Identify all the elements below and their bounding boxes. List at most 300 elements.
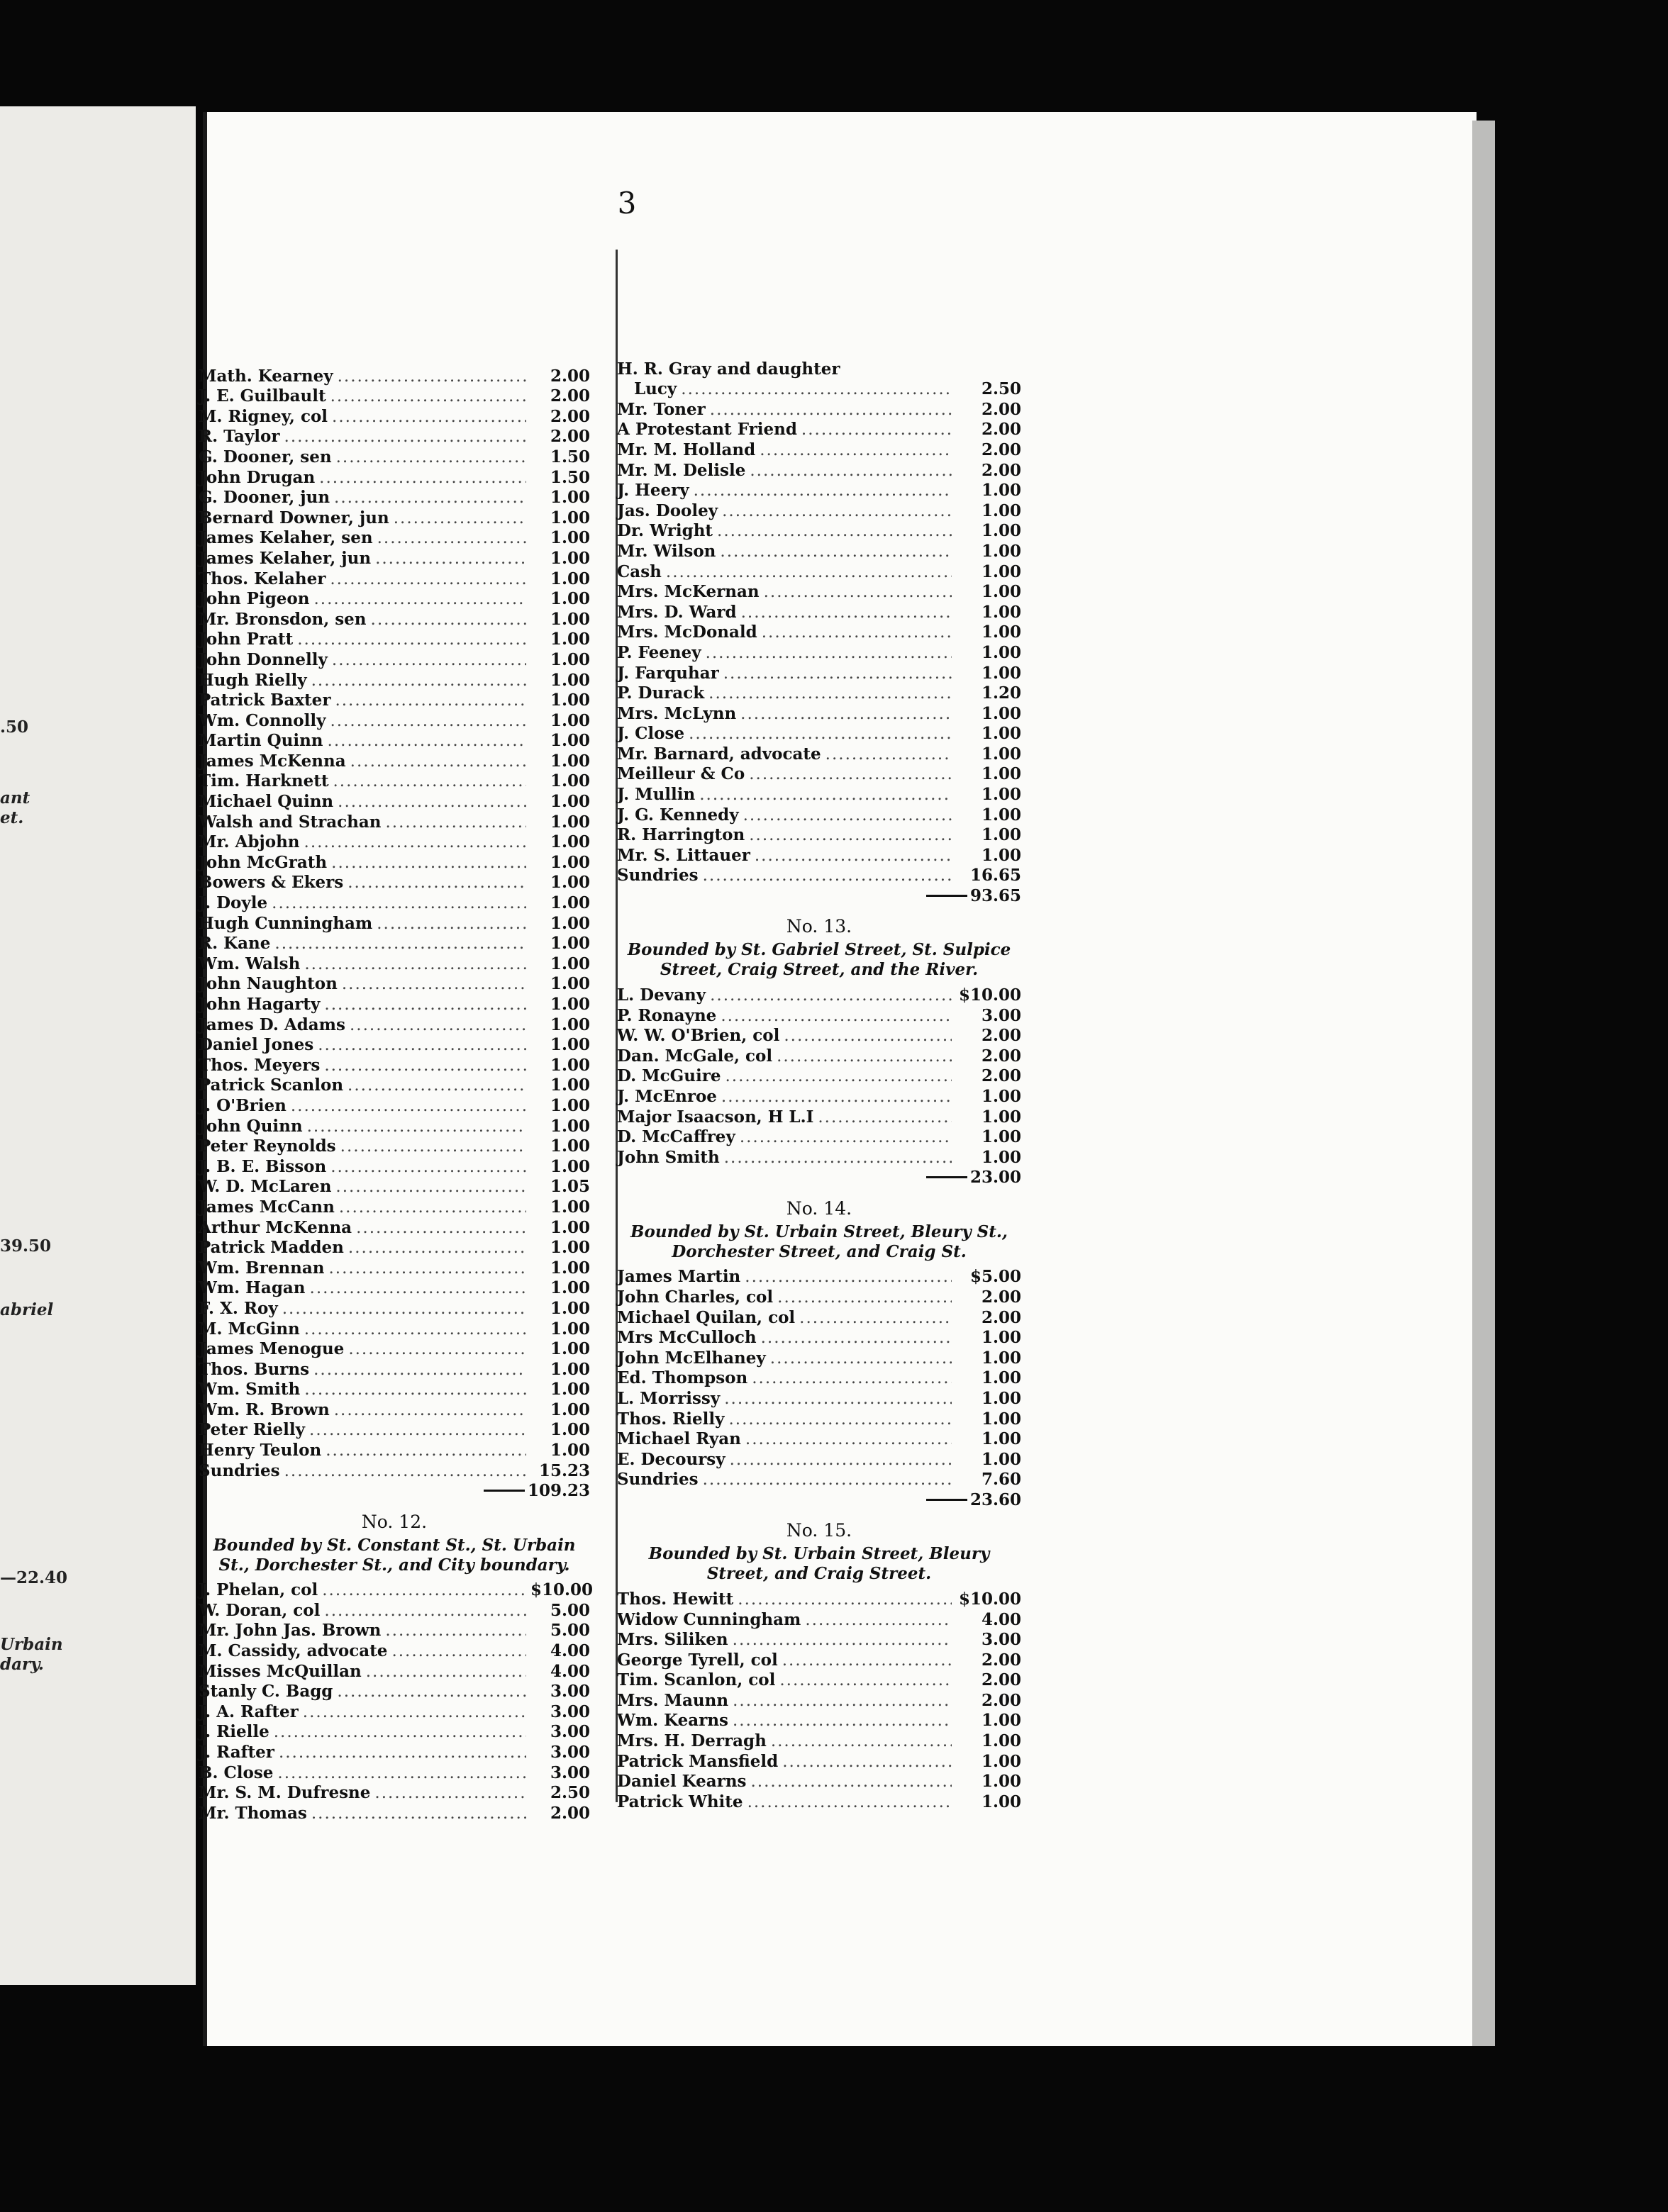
section-13-entry-list [617, 984, 1021, 1166]
entry-amount: 1.00 [981, 1388, 1021, 1408]
entry-amount: 2.50 [550, 1783, 590, 1803]
entry-amount: 2.00 [550, 366, 590, 386]
leader-dots [274, 934, 526, 953]
leader-dots [377, 529, 526, 547]
entry-amount: 1.00 [981, 521, 1021, 541]
leader-dots [309, 1421, 526, 1439]
list-item [617, 520, 1021, 541]
leader-dots [330, 387, 526, 406]
leader-dots [279, 1743, 526, 1762]
leader-dots [745, 1430, 952, 1448]
leader-dots [334, 488, 526, 507]
list-item [199, 1439, 590, 1460]
leader-dots [291, 1097, 526, 1115]
entry-name: Tim. Harknett [199, 771, 329, 791]
entry-amount: 2.00 [550, 386, 590, 406]
list-item [199, 568, 590, 588]
leader-dots [335, 1178, 526, 1196]
entry-amount: 1.00 [550, 852, 590, 872]
list-item [199, 1115, 590, 1136]
section-14-desc: Bounded by St. Urbain Street, Bleury St., Dorchester Street, and Craig St. [630, 1222, 1008, 1261]
list-item [199, 1681, 590, 1702]
right-entry-list [617, 398, 1021, 885]
list-item [617, 1327, 1021, 1348]
entry-amount: 3.00 [550, 1763, 590, 1782]
entry-amount: 1.00 [550, 832, 590, 852]
list-item [617, 1689, 1021, 1710]
entry-amount: 1.00 [550, 1055, 590, 1075]
entry-name: Thos. Hewitt [617, 1589, 734, 1609]
entry-amount: 1.00 [550, 1359, 590, 1379]
entry-name: James Menogue [199, 1339, 345, 1359]
entry-amount: 1.00 [981, 1731, 1021, 1751]
list-item [199, 1217, 590, 1237]
entry-amount: 2.00 [981, 1307, 1021, 1327]
section-13-total [617, 1167, 1021, 1188]
section-12-entry-list [199, 1580, 594, 1823]
entry-name: F. X. Roy [199, 1298, 278, 1318]
leader-dots [703, 866, 952, 885]
list-item [199, 467, 590, 487]
entry-amount: 1.00 [550, 508, 590, 527]
entry-amount: 1.00 [550, 649, 590, 669]
entry-name: Hugh Rielly [199, 670, 307, 690]
list-item [199, 832, 590, 852]
list-item [199, 547, 590, 568]
entry-name: Patrick White [617, 1792, 743, 1811]
leader-dots [304, 955, 526, 973]
list-item [199, 1782, 590, 1803]
list-item [617, 1005, 1021, 1025]
leader-dots [277, 1764, 526, 1782]
entry-amount: 5.00 [550, 1621, 590, 1641]
right-total-value: 93.65 [969, 886, 1021, 905]
leader-dots [391, 1642, 526, 1660]
list-item [617, 601, 1021, 622]
list-item [199, 690, 590, 710]
list-item [617, 419, 1021, 440]
entry-amount: 1.00 [981, 1751, 1021, 1771]
leader-dots [322, 1581, 526, 1599]
entry-name: Mrs. H. Derragh [617, 1731, 767, 1751]
entry-amount: 1.00 [550, 528, 590, 548]
section-15-entry-list [617, 1588, 1021, 1811]
leader-dots [770, 1349, 952, 1368]
entry-name: Henry Teulon [199, 1441, 322, 1460]
leader-dots [730, 1451, 952, 1469]
entry-name: Mrs. McDonald [617, 622, 757, 642]
entry-amount: 15.23 [538, 1460, 590, 1480]
entry-name: J. Rielle [199, 1722, 269, 1742]
entry-name: Thos. Meyers [199, 1055, 321, 1075]
adjacent-page-text: .50 [0, 717, 29, 737]
leader-dots [745, 1268, 952, 1286]
entry-amount: 3.00 [981, 1630, 1021, 1650]
entry-amount: 1.00 [550, 731, 590, 751]
entry-amount: 1.00 [550, 589, 590, 609]
list-item [199, 1802, 590, 1823]
section-14-total-value: 23.60 [969, 1490, 1021, 1509]
entry-name: R. Kane [199, 934, 271, 954]
entry-name: Daniel Kearns [617, 1772, 747, 1792]
entry-amount: 1.00 [550, 1319, 590, 1339]
left-column [199, 365, 594, 1823]
entry-name: Wm. Connolly [199, 710, 326, 730]
leader-dots [749, 765, 952, 783]
leader-dots [335, 691, 526, 710]
entry-amount: 1.00 [550, 873, 590, 893]
entry-name: Mrs. McLynn [617, 703, 737, 723]
entry-amount: 1.00 [981, 541, 1021, 561]
entry-amount: 1.00 [981, 1711, 1021, 1731]
list-item [617, 1387, 1021, 1408]
entry-amount: 1.00 [981, 724, 1021, 744]
entry-amount: 1.00 [981, 1449, 1021, 1469]
entry-name: John McGrath [199, 852, 328, 872]
leader-dots [366, 1663, 526, 1681]
list-item [199, 487, 590, 508]
page-edge [1472, 121, 1495, 2046]
leader-dots [314, 590, 527, 608]
entry-amount: 1.00 [981, 1429, 1021, 1449]
entry-name: J. O'Brien [199, 1095, 287, 1115]
entry-name: Mrs. McKernan [617, 582, 760, 602]
leader-dots [311, 1804, 526, 1823]
entry-amount: 4.00 [981, 1609, 1021, 1629]
list-item [199, 851, 590, 872]
section-15-desc: Bounded by St. Urbain Street, Bleury Street, and Craig Street. [648, 1544, 990, 1584]
list-item [199, 1599, 590, 1620]
entry-name: John McElhaney [617, 1348, 766, 1368]
list-item [617, 825, 1021, 845]
list-item [199, 1034, 590, 1055]
leader-dots [733, 1631, 952, 1649]
leader-dots [722, 502, 952, 520]
adjacent-page-text: abriel [0, 1300, 54, 1319]
list-item [617, 1429, 1021, 1449]
leader-dots [710, 401, 952, 419]
section-13-heading: No. 13. [786, 916, 852, 937]
entry-name: G. Dooner, jun [199, 488, 330, 508]
entry-amount: 2.00 [981, 1650, 1021, 1670]
list-item [617, 1066, 1021, 1086]
entry-name: John Pigeon [199, 589, 310, 609]
list-item [617, 480, 1021, 501]
list-item [617, 1025, 1021, 1046]
list-item [617, 844, 1021, 865]
entry-name: L. Devany [617, 985, 706, 1005]
entry-amount: 1.00 [550, 751, 590, 771]
leader-dots [356, 1219, 526, 1237]
leader-dots [307, 1117, 526, 1136]
entry-amount: 3.00 [550, 1722, 590, 1742]
list-item [199, 1640, 590, 1660]
entry-amount: 1.00 [550, 1116, 590, 1136]
leader-dots [751, 1772, 952, 1791]
adjacent-page-text: 39.50 [0, 1236, 52, 1256]
list-item [617, 581, 1021, 602]
left-total-value: 109.23 [527, 1481, 590, 1501]
entry-name: James Martin [617, 1267, 741, 1287]
entry-name: G. Dooner, sen [199, 447, 332, 467]
entry-name: Hugh Cunningham [199, 913, 373, 933]
entry-amount: 2.00 [550, 427, 590, 447]
entry-amount: 3.00 [550, 1702, 590, 1721]
leader-dots [348, 1076, 526, 1095]
entry-name: James Kelaher, jun [199, 548, 372, 568]
list-item [199, 608, 590, 629]
leader-dots [752, 1369, 952, 1387]
entry-name: E. Decoursy [617, 1449, 725, 1469]
list-item [199, 629, 590, 649]
right-total [617, 885, 1021, 906]
list-item [617, 1469, 1021, 1490]
entry-name: L. Morrissy [617, 1388, 721, 1408]
entry-amount: 1.00 [550, 1380, 590, 1400]
leader-dots [761, 1329, 952, 1347]
list-item [617, 1448, 1021, 1469]
entry-name: Arthur McKenna [199, 1217, 352, 1237]
entry-name: D. McCaffrey [617, 1127, 735, 1147]
entry-name: M. McGinn [199, 1319, 300, 1339]
leader-dots [738, 1590, 952, 1609]
entry-amount: 1.00 [550, 954, 590, 973]
entry-amount: $10.00 [958, 985, 1021, 1005]
list-item [617, 398, 1021, 419]
adjacent-page-text: dary. [0, 1655, 44, 1674]
entry-name: Mr. M. Holland [617, 440, 756, 459]
entry-name: Bernard Downer, jun [199, 508, 389, 527]
entry-amount: 1.00 [550, 792, 590, 812]
leader-dots [723, 664, 952, 683]
left-total [199, 1480, 590, 1502]
list-item [199, 446, 590, 467]
entry-name: Mr. S. M. Dufresne [199, 1783, 371, 1803]
leader-dots [332, 408, 526, 426]
entry-name: Meilleur & Co [617, 764, 745, 784]
leader-dots [304, 1380, 526, 1399]
entry-name: Mr. Barnard, advocate [617, 744, 821, 764]
leader-dots [284, 1462, 526, 1480]
entry-amount: 1.00 [981, 764, 1021, 784]
leader-dots [342, 975, 526, 993]
entry-amount: 2.00 [981, 460, 1021, 480]
entry-name: Michael Quilan, col [617, 1307, 796, 1327]
list-item [199, 1379, 590, 1400]
list-item [199, 1014, 590, 1034]
list-item [199, 1318, 590, 1339]
list-item [617, 865, 1021, 886]
entry-amount: 1.00 [981, 1772, 1021, 1792]
list-item [617, 1127, 1021, 1147]
list-item [617, 703, 1021, 723]
list-item [617, 1408, 1021, 1429]
entry-amount: 1.00 [550, 995, 590, 1014]
list-item [199, 811, 590, 832]
list-item [617, 1791, 1021, 1811]
entry-amount: 1.00 [550, 1136, 590, 1156]
entry-amount: 1.00 [981, 805, 1021, 825]
entry-name: Wm. R. Brown [199, 1400, 330, 1419]
leader-dots [313, 1361, 526, 1379]
entry-amount: 1.00 [550, 1035, 590, 1055]
entry-name: Thos. Burns [199, 1359, 310, 1379]
list-item [617, 1286, 1021, 1307]
entry-name: Patrick Scanlon [199, 1076, 344, 1095]
leader-dots [350, 1016, 526, 1034]
leader-dots [284, 428, 526, 446]
entry-amount: 1.00 [981, 1368, 1021, 1388]
list-item [199, 1721, 590, 1742]
adjacent-page-text: ant [0, 788, 30, 808]
entry-name: Mrs. Maunn [617, 1690, 729, 1710]
list-item [199, 993, 590, 1014]
entry-amount: 1.00 [981, 602, 1021, 622]
entry-name: J. Farquhar [617, 663, 719, 683]
list-item [617, 1146, 1021, 1167]
leader-dots [331, 854, 526, 872]
list-item [617, 1730, 1021, 1750]
list-item [199, 872, 590, 893]
entry-amount: 1.00 [550, 1298, 590, 1318]
leader-dots [749, 826, 952, 844]
leader-dots [338, 793, 526, 811]
entry-name: Cash [617, 562, 662, 581]
total-rule [926, 1176, 967, 1178]
list-item [617, 1588, 1021, 1609]
list-item [199, 1419, 590, 1440]
section-14-heading: No. 14. [786, 1197, 852, 1219]
entry-amount: 1.00 [981, 703, 1021, 723]
entry-name: Sundries [617, 1470, 699, 1490]
leader-dots [721, 1088, 952, 1106]
entry-name: J. Mullin [617, 785, 696, 805]
list-item: H. R. Gray and daughter [617, 359, 840, 379]
entry-amount: 2.00 [550, 406, 590, 426]
entry-name: W. D. McLaren [199, 1177, 332, 1197]
list-item [199, 791, 590, 811]
list-item [199, 771, 590, 791]
leader-dots [310, 1279, 526, 1297]
entry-amount: 1.00 [981, 622, 1021, 642]
entry-amount: 1.00 [550, 1400, 590, 1419]
leader-dots [319, 469, 526, 487]
section-12-heading: No. 12. [361, 1511, 428, 1532]
entry-name: R. Taylor [199, 427, 280, 447]
total-rule [926, 895, 967, 897]
entry-name: J. Doyle [199, 893, 268, 913]
leader-dots [706, 644, 952, 662]
entry-amount: 1.00 [550, 1339, 590, 1359]
entry-name: James Kelaher, sen [199, 528, 373, 548]
list-item [617, 662, 1021, 683]
entry-name: J. Heery [617, 481, 689, 501]
list-item [199, 1741, 590, 1762]
list-item [617, 622, 1021, 642]
list-item [199, 1399, 590, 1419]
list-item [199, 507, 590, 527]
entry-amount: 1.00 [550, 710, 590, 730]
entry-name: Mr. Bronsdon, sen [199, 609, 367, 629]
entry-amount: 3.00 [550, 1682, 590, 1702]
list-item [199, 1075, 590, 1095]
total-rule [484, 1490, 525, 1492]
section-14-entry-list [617, 1266, 1021, 1490]
list-item [199, 1762, 590, 1782]
leader-dots [762, 623, 952, 642]
list-item [617, 561, 1021, 581]
entry-name: Walsh and Strachan [199, 812, 382, 832]
leader-dots [777, 1047, 952, 1066]
entry-amount: 1.00 [981, 562, 1021, 581]
entry-name: James McCann [199, 1197, 335, 1217]
leader-dots [394, 509, 526, 527]
entry-name: M. Cassidy, advocate [199, 1641, 388, 1661]
entry-name: Wm. Hagan [199, 1278, 306, 1298]
entry-name: Mrs McCulloch [617, 1328, 757, 1348]
entry-name: Mr. Abjohn [199, 832, 300, 852]
entry-name: Bowers & Ekers [199, 873, 344, 893]
leader-dots [689, 725, 952, 743]
entry-amount: 1.00 [981, 825, 1021, 845]
leader-dots [764, 583, 952, 601]
entry-name: John Quinn [199, 1116, 303, 1136]
entry-name: Wm. Walsh [199, 954, 301, 973]
list-item [617, 500, 1021, 520]
entry-name: Mr. Thomas [199, 1803, 307, 1823]
list-item [199, 1339, 590, 1359]
leader-dots [825, 745, 952, 764]
list-item [617, 804, 1021, 825]
leader-dots [755, 847, 952, 865]
entry-amount: 1.00 [550, 1258, 590, 1278]
entry-amount: 1.00 [550, 913, 590, 933]
entry-name: J. Rafter [199, 1743, 274, 1762]
list-item [617, 1045, 1021, 1066]
leader-dots [728, 1410, 952, 1429]
leader-dots [375, 549, 526, 568]
leader-dots [741, 603, 952, 622]
entry-amount: 1.00 [981, 1147, 1021, 1167]
list-item [199, 406, 590, 426]
leader-dots [336, 448, 526, 467]
leader-dots [799, 1309, 952, 1327]
entry-name: Peter Reynolds [199, 1136, 336, 1156]
entry-name: Jas. Dooley [617, 501, 718, 520]
leader-dots [681, 380, 952, 398]
entry-amount: 1.00 [550, 1197, 590, 1217]
entry-name: R. Harrington [617, 825, 745, 845]
list-item [199, 1054, 590, 1075]
entry-name: Michael Quinn [199, 792, 334, 812]
entry-amount: 1.00 [550, 1076, 590, 1095]
leader-dots [350, 752, 526, 771]
list-item [617, 764, 1021, 784]
entry-name: Widow Cunningham [617, 1609, 801, 1629]
entry-name: Misses McQuillan [199, 1661, 362, 1681]
leader-dots [703, 1470, 952, 1489]
leader-dots [282, 1300, 526, 1318]
entry-amount: 1.00 [981, 663, 1021, 683]
list-item [199, 1237, 590, 1258]
list-item [199, 1176, 590, 1197]
list-item [617, 1609, 1021, 1629]
entry-name: Michael Ryan [617, 1429, 741, 1449]
entry-amount: 1.00 [550, 630, 590, 649]
entry-name: Mr. S. Littauer [617, 845, 750, 865]
entry-name: W. W. O'Brien, col [617, 1026, 780, 1046]
entry-amount: 2.00 [981, 399, 1021, 419]
